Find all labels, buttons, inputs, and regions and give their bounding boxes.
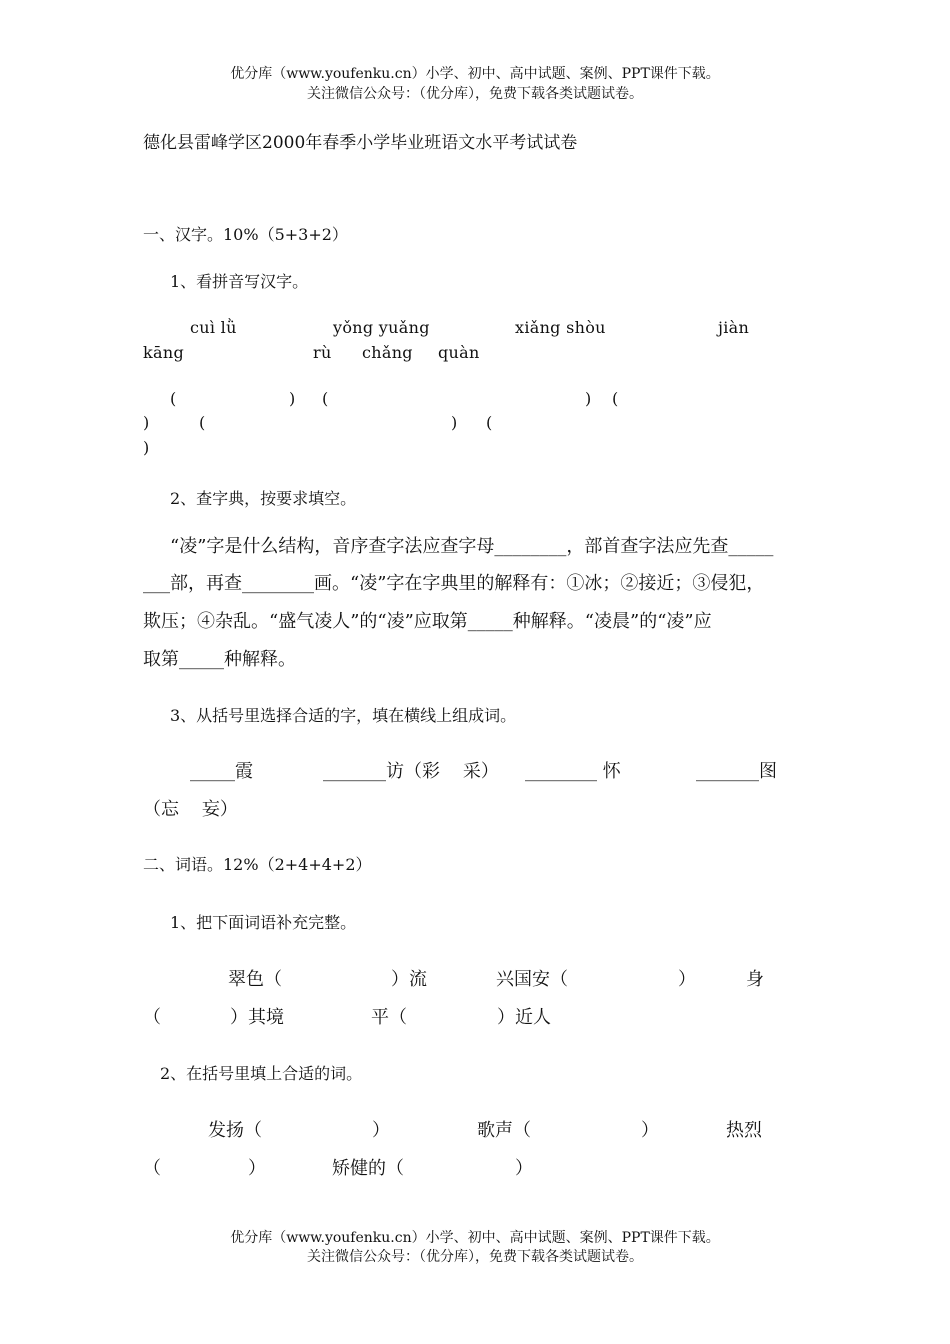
footer-line-2: 关注微信公众号：（优分库），免费下载各类试题试卷。 bbox=[307, 1249, 643, 1265]
pinyin-8: quàn bbox=[438, 343, 480, 362]
s1-q3-item-2: _______访（彩 采） bbox=[323, 761, 499, 782]
s2-q2-r1-1: 发扬（ bbox=[208, 1120, 262, 1141]
s1-q3-item-3: ________ 怀 bbox=[525, 761, 621, 782]
pinyin-3: xiǎng shòu bbox=[515, 318, 606, 337]
paren: ) bbox=[289, 389, 296, 408]
pinyin-7: chǎng bbox=[362, 343, 413, 362]
header-line-1: 优分库（www.youfenku.cn）小学、初中、高中试题、案例、PPT课件下载。 bbox=[230, 66, 720, 82]
s2-q2-r1-4: ） bbox=[641, 1120, 659, 1141]
s1-q2-line-4: 取第_____种解释。 bbox=[143, 649, 296, 670]
paren: ) bbox=[451, 413, 458, 432]
s2-q2-prompt: 2、在括号里填上合适的词。 bbox=[160, 1064, 363, 1083]
s2-q1-r2-3: 平（ bbox=[371, 1007, 407, 1028]
pinyin-5: kāng bbox=[143, 343, 184, 362]
s1-q1-prompt: 1、看拼音写汉字。 bbox=[170, 272, 309, 291]
s2-q1-r1-1: 翠色（ bbox=[228, 969, 282, 990]
pinyin-6: rù bbox=[313, 343, 332, 362]
s1-q2-line-2: ___部，再查________画。“凌”字在字典里的解释有：①冰；②接近；③侵犯， bbox=[143, 573, 765, 594]
paren: ( bbox=[199, 413, 206, 432]
s1-q3-prompt: 3、从括号里选择合适的字，填在横线上组成词。 bbox=[170, 706, 517, 725]
s1-q2-line-3: 欺压；④杂乱。“盛气凌人”的“凌”应取第_____种解释。“凌晨”的“凌”应 bbox=[143, 611, 712, 632]
paren: ( bbox=[612, 389, 619, 408]
paren: ) bbox=[143, 438, 150, 457]
s1-q3-item-1: _____霞 bbox=[190, 761, 253, 782]
s2-q1-r1-2: ）流 bbox=[391, 969, 427, 990]
s2-q2-r2-4: ） bbox=[515, 1158, 533, 1179]
paren: ) bbox=[143, 413, 150, 432]
s2-q2-r1-2: ） bbox=[372, 1120, 390, 1141]
s2-q2-r1-3: 歌声（ bbox=[477, 1120, 531, 1141]
s2-q1-r2-2: ）其境 bbox=[230, 1007, 284, 1028]
s2-q1-r1-3: 兴国安（ bbox=[496, 969, 568, 990]
s2-q1-prompt: 1、把下面词语补充完整。 bbox=[170, 913, 357, 932]
s2-q2-r2-3: 矫健的（ bbox=[332, 1158, 404, 1179]
s2-q2-r2-2: ） bbox=[248, 1158, 266, 1179]
s1-q3-item-4: _______图 bbox=[696, 761, 777, 782]
s2-q2-r1-5: 热烈 bbox=[726, 1120, 762, 1141]
pinyin-4: jiàn bbox=[718, 318, 750, 337]
paren: ( bbox=[170, 389, 177, 408]
s1-q2-line-1: “凌”字是什么结构，音序查字法应查字母________，部首查字法应先查_____ bbox=[170, 536, 774, 557]
s2-q1-r2-4: ）近人 bbox=[497, 1007, 551, 1028]
s2-q1-r1-5: 身 bbox=[746, 969, 764, 990]
header-line-2: 关注微信公众号：（优分库），免费下载各类试题试卷。 bbox=[307, 86, 643, 102]
footer-line-1: 优分库（www.youfenku.cn）小学、初中、高中试题、案例、PPT课件下载。 bbox=[230, 1230, 720, 1246]
s1-q2-prompt: 2、查字典，按要求填空。 bbox=[170, 489, 357, 508]
section-2-heading: 二、词语。12%（2+4+4+2） bbox=[143, 855, 372, 874]
paren: ) bbox=[585, 389, 592, 408]
pinyin-2: yǒng yuǎng bbox=[333, 318, 430, 337]
paren: ( bbox=[486, 413, 493, 432]
s1-q3-line-2: （忘 妄） bbox=[143, 799, 238, 820]
paren: ( bbox=[322, 389, 329, 408]
s2-q1-r1-4: ） bbox=[678, 969, 696, 990]
pinyin-1: cuì lǜ bbox=[190, 318, 237, 337]
s2-q1-r2-1: （ bbox=[143, 1007, 161, 1028]
s2-q2-r2-1: （ bbox=[143, 1158, 161, 1179]
page-title: 德化县雷峰学区2000年春季小学毕业班语文水平考试试卷 bbox=[143, 133, 578, 153]
section-1-heading: 一、汉字。10%（5+3+2） bbox=[143, 225, 348, 244]
